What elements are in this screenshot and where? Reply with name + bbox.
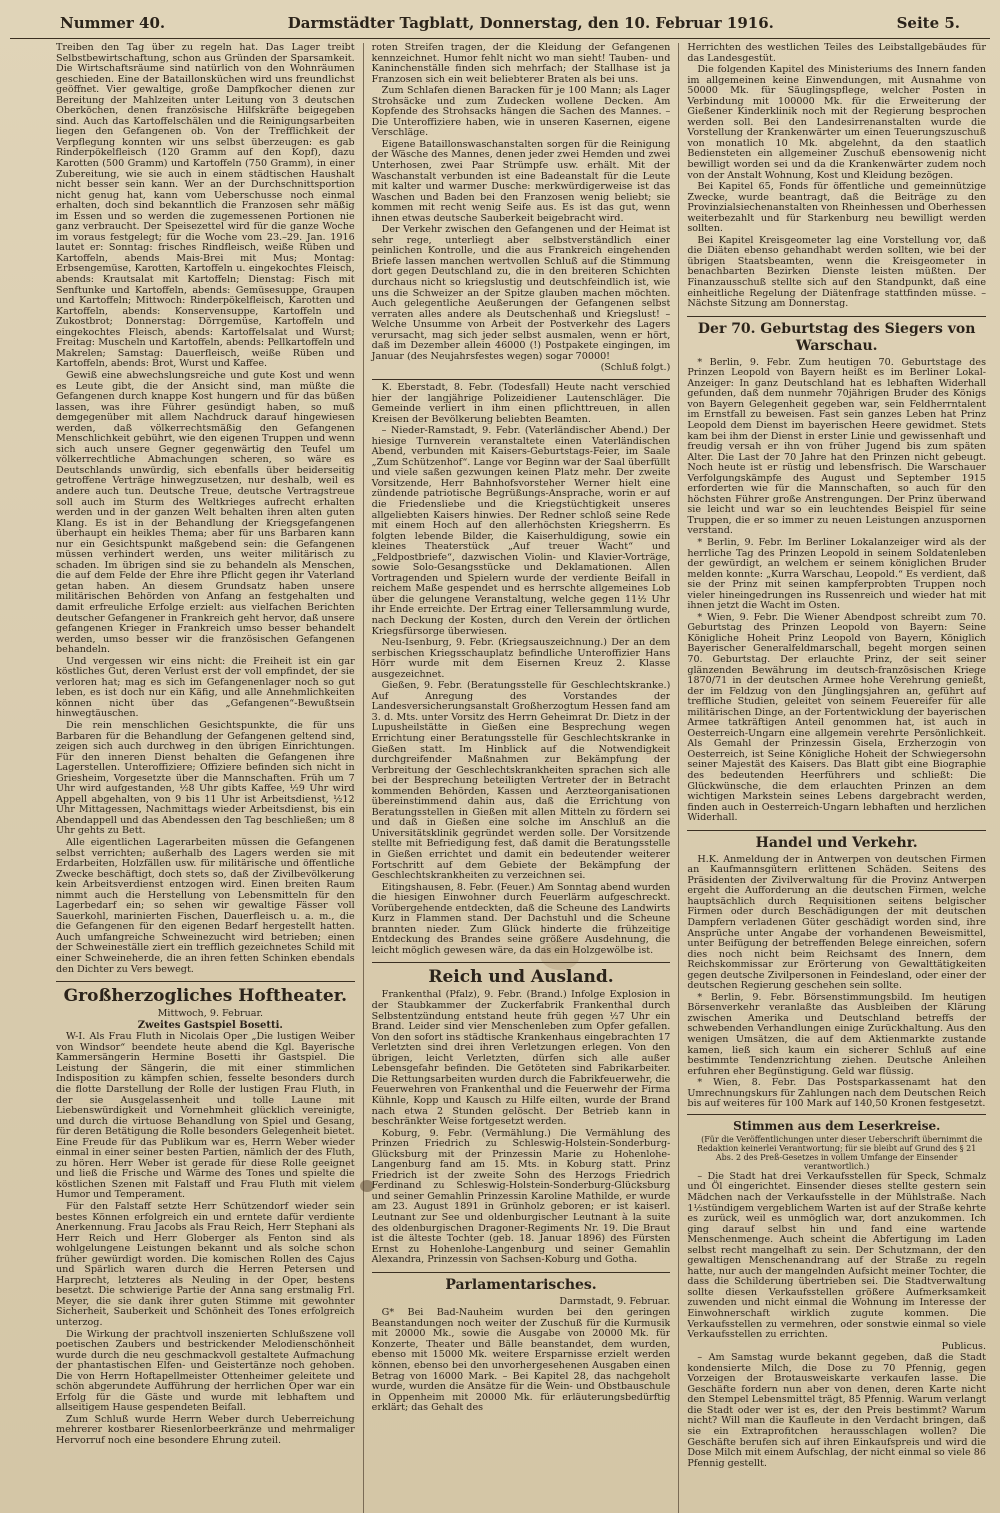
continuation-note: (Schluß folgt.) xyxy=(600,362,671,374)
paragraph: Der Verkehr zwischen den Gefangenen und der Heimat ist sehr rege, unterliegt aber selbstverständlich einer peinlichen Kontrolle, und die aus Frankreich eingehenden Briefe lassen manchen wertvollen Schluß auf die Stimmung dort gegen Deutschland zu, die in den breiteren Schichten durchaus nicht so kriegslustig und deutschfeindlich ist, wie uns die Schweizer an der Spitze glauben machen möchten. Auch gelegentliche Aeußerungen der Gefangenen selbst verraten alles andere als Deutschenhaß und Kriegslust! – Welche Unsumme von Arbeit der Postverkehr des Lagers verursacht, mag sich jeder selbst ausmalen, wenn er hört, daß im Dezember allein 46000 (!) Postpakete eingingen, im Januar (des Neujahrsfestes wegen) sogar 70000! xyxy=(371,224,671,362)
handel-heading: Handel und Verkehr. xyxy=(687,830,986,852)
paragraph: Gewiß eine abwechslungsreiche und gute Kost und wenn es Leute gibt, die der Ansicht sind, man müßte die Gefangenen durch knappe Kost hungern und für das büßen lassen, was ihre Führer gesündigt haben, so muß demgegenüber mit allem Nachdruck darauf hingewiesen werden, daß völkerrechtsmäßig den Gefangenen Menschlichkeit gebührt, wie den eigenen Truppen und wenn sich auch unsere Gegner gegenwärtig den Teufel um völkerrechtliche Abmachungen scheren, so wäre es Deutschlands unwürdig, sich ebenfalls über beiderseitig getroffene Verträge hinwegzusetzen, nur deshalb, weil es andere auch tun. Deutsche Treue, deutsche Vertragstreue soll auch im Sturm des Weltkrieges aufrecht erhalten werden und in der ganzen Welt behalten ihren alten guten Klang. Es ist in der Behandlung der Kriegsgefangenen überhaupt ein heikles Thema; aber für uns Barbaren kann nur ein Gesichtspunkt maßgebend sein: die Gefangenen müssen verhindert werden, uns weiter militärisch zu schaden. Im übrigen sind sie zu behandeln als Menschen, die auf dem Felde der Ehre ihre Pflicht gegen ihr Vaterland getan haben. An diesem Grundsatz haben unsere militärischen Behörden von Anfang an festgehalten und damit erfreuliche Erfolge erzielt: aus vielfachen Berichten deutscher Gefangener in Frankreich geht hervor, daß unsere gefangenen Krieger in Frankreich umso besser behandelt werden, umso besser wir die französischen Gefangenen behandeln. xyxy=(56,369,355,656)
theater-subheading: Zweites Gastspiel Bosetti. xyxy=(137,1019,283,1031)
letter: – Die Stadt hat drei Verkaufsstellen für Speck, Schmalz und Öl eingerichtet. Einsender dieses stellte gestern sein Mädchen nach der Verkaufsstelle in der Mühlstraße. Nach 1½stündigem vergeblichem Warten ist auf der Straße kehrte es zurück, weil es unmöglich war, dort anzukommen. Ich ging darauf selbst hin und fand eine wartende Menschenmenge. Auch scheint die Abfertigung im Laden selbst recht mangelhaft zu sein. Der Schutzmann, der den gewaltigen Menschenandrang auf der Straße zu regeln hatte, nur auch der mangelnden Aufsicht meiner Tochter, die dass die Schilderung übertrieben sei. Die Stadtverwaltung sollte diesen Verkaufsstellen größere Aufmerksamkeit zuwenden und nicht einmal die Wohnung im Interesse der Einwohnerschaft wirklich zugute kommen. Die Verkaufsstellen zu vermehren, oder sonstwie einmal so viele Verkaufsstellen zu errichten. xyxy=(687,1170,987,1341)
news-item: Gießen, 9. Febr. (Beratungsstelle für Geschlechtskranke.) Auf Anregung des Vorstandes der Landesversicherungsanstalt Großherzogtum Hessen fand am 3. d. Mts. unter Vorsitz des Herrn Geheimrat Dr. Dietz in der Lupusheilstätte in Gießen eine Besprechung wegen Errichtung einer Beratungsstelle für Geschlechtskranke in Gießen statt. Im Hinblick auf die Notwendigkeit durchgreifender Maßnahmen zur Bekämpfung der Verbreitung der Geschlechtskrankheiten sprachen sich alle bei der Besprechung beteiligten Vertreter der in Betracht kommenden Behörden, Kassen und Aerzteorganisationen übereinstimmend dahin aus, daß die Errichtung von Beratungsstellen in Gießen mit allen Mitteln zu fördern sei und daß in Gießen eine solche im Anschluß an die Universitätsklinik gegründet werden solle. Der Vorsitzende stellte mit Befriedigung fest, daß damit die Beratungsstelle in Gießen errichtet und damit ein bedeutender weiterer Fortschritt auf dem Gebiete der Bekämpfung der Geschlechtskrankheiten zu verzeichnen sei. xyxy=(371,680,671,882)
news-item: Neu-Isenburg, 9. Febr. (Kriegsauszeichnung.) Der an dem serbischen Kriegsschauplatz befindliche Unteroffizier Hans Hörr wurde mit dem Eisernen Kreuz 2. Klasse ausgezeichnet. xyxy=(371,637,671,680)
paragraph: Und vergessen wir eins nicht: die Freiheit ist ein gar köstliches Gut, deren Verlust erst der voll empfindet, der sie verloren hat; mag es sich im Gefangenenlager noch so gut leben, es ist doch nur ein Käfig, und alle Annehmlichkeiten können nicht über das „Gefangenen“-Bewußtsein hinwegtäuschen. xyxy=(56,655,355,720)
theater-heading: Großherzogliches Hoftheater. xyxy=(56,981,355,1006)
paragraph: Alle eigentlichen Lagerarbeiten müssen die Gefangenen selbst verrichten; außerhalb des Lagers werden sie mit Erdarbeiten, Holzfällen usw. für militärische und öffentliche Zwecke beschäftigt, doch stets so, daß der Zivilbevölkerung kein Arbeitsverdienst entzogen wird. Einen breiten Raum nimmt auch die Herstellung von Lebensmitteln für den Lagerbedarf ein; so sehen wir gewaltige Fässer voll Sauerkohl, marinierten Fischen, Dauerfleisch u. a. m., die die Gefangenen für den eigenen Bedarf hergestellt hatten. Auch umfangreiche Schweinezucht wird betrieben; einen der Schweineställe ziert ein trefflich gezeichnetes Schild mit einer Schweineherde, die an ihren fetten Schinken ebendals den Dichter zu Vers bewegt. xyxy=(56,837,355,975)
theater-date: Mittwoch, 9. Februar. xyxy=(157,1008,264,1020)
news-item: K. Eberstadt, 8. Febr. (Todesfall) Heute nacht verschied hier der langjährige Polizeidiener Lautenschläger. Die Gemeinde verliert in ihm einen pflichttreuen, in allen Kreisen der Bevölkerung beliebten Beamten. xyxy=(371,381,671,425)
reich-heading: Reich und Ausland. xyxy=(372,962,671,987)
paragraph: Die rein menschlichen Gesichtspunkte, die für uns Barbaren für die Behandlung der Gefangenen geltend sind, zeigen sich auch durchweg in den übrigen Einrichtungen. Für den inneren Dienst behalten die Gefangenen ihre Lagerstellen. Unteroffiziere; Offiziere befinden sich nicht in Griesheim, Vorgesetzte über die Mannschaften. Früh um 7 Uhr wird aufgestanden, ½8 Uhr gibts Kaffee, ½9 Uhr wird Appell abgehalten, von 9 bis 11 Uhr ist Arbeitsdienst, ½12 Uhr Mittagessen, Nachmittags wieder Arbeitsdienst, bis ein Abendappell und das Abendessen den Tag beschließen; um 8 Uhr gehts zu Bett. xyxy=(56,720,355,837)
masthead: Darmstädter Tagblatt, Donnerstag, den 10. Februar 1916. xyxy=(287,14,774,32)
news-item: * Berlin, 9. Febr. Im Berliner Lokalanzeiger wird als der herrliche Tag des Prinzen Leopold in seinem Soldatenleben der gewürdigt, an welchem er seinem königlichen Bruder melden konnte: „Kurra Warschau, Leopold.“ Es verdient, daß sie der Prinz mit seinen kampferprobten Truppen noch vieler hineingedrungen ins Russenreich und wieder hat mit ihnen jetzt die Wacht im Osten. xyxy=(687,536,987,612)
column-3 xyxy=(678,43,986,1513)
news-item: * Berlin, 9. Febr. Zum heutigen 70. Geburtstage des Prinzen Leopold von Bayern heißt es im Berliner Lokal-Anzeiger: In ganz Deutschland hat es lebhaften Widerhall gefunden, daß dem nunmehr 70jährigen Bruder des Königs von Bayern Gelegenheit gegeben war, sein Feldherrntalent im Ernstfall zu beweisen. Fast sein ganzes Leben hat Prinz Leopold dem Dienst im bayerischen Heere gewidmet. Stets kam bei ihm der Dienst in erster Linie und gewissenhaft und freudig versah er ihn von früher Jugend bis zum späten Alter. Die Last der 70 Jahre hat den Prinzen nicht gebeugt. Noch heute ist er rüstig und lebensfrisch. Die Warschauer Verfolgungskämpfe des August und September 1915 erforderten wie für die Mannschaften, so auch für den höchsten Führer große Anstrengungen. Der Prinz überwand sie leicht und war so ein leuchtendes Beispiel für seine Truppen, die er so immer zu neuen Leistungen anzuspornen verstand. xyxy=(687,356,987,537)
news-item: * Wien, 9. Febr. Die Wiener Abendpost schreibt zum 70. Geburtstag des Prinzen Leopold von Bayern: Seine Königliche Hoheit Prinz Leopold von Bayern, Königlich Bayerischer Generalfeldmarschall, begeht morgen seinen 70. Geburtstag. Der erlauchte Prinz, der seit seiner glänzenden Bewährung im deutsch-französischen Kriege 1870/71 in der deutschen Armee hohe Verehrung genießt, der im Feldzug von den Jünglingsjahren an, geführt auf treffliche Studien, geleitet von seinem Feuereifer für alle militärischen Dinge, an der Fortentwicklung der bayerischen Armee tatkräftigen Anteil genommen hat, ist auch in Oesterreich-Ungarn eine allgemein verehrte Persönlichkeit. Als Gemahl der Prinzessin Gisela, Erzherzogin von Oesterreich, ist Seine Königliche Hoheit der Schwiegersohn seiner Majestät des Kaisers. Das Blatt gibt eine Biographie des bedeutenden Heerführers und schließt: Die Glückwünsche, die dem erlauchten Prinzen an dem wichtigen Markstein seines Lebens dargebracht werden, finden auch in Oesterreich-Ungarn lebhaften und herzlichen Widerhall. xyxy=(687,611,987,824)
column-container xyxy=(10,39,990,1513)
news-item: * Wien, 8. Febr. Das Postsparkassenamt hat den Umrechnungskurs für Zahlungen nach dem Deutschen Reich bis auf weiteres für 100 Mark auf 140,50 Kronen festgesetzt. xyxy=(687,1077,987,1110)
issue-number: Nummer 40. xyxy=(60,14,166,32)
column-1 xyxy=(56,43,355,1513)
paragraph: Treiben den Tag über zu regeln hat. Das Lager treibt Selbstbewirtschaftung, schon aus Gründen der Sparsamkeit. Die Wirtschaftsräume sind natürlich von den Wohnräumen geschieden. Eine der Bataillonsküchen wird uns freundlichst geöffnet. Vier gewaltige, große Dampfkocher dienen zur Bereitung der Mahlzeiten unter Leitung von 3 deutschen Oberköchen, denen französische Hilfskräfte beigegeben sind. Auch das Kartoffelschälen und die Reinigungsarbeiten liegen den Gefangenen ob. Von der Trefflichkeit der Verpflegung konnten wir uns selbst überzeugen: es gab Rinderpökelfleisch (120 Gramm auf den Kopf), dazu Karotten (500 Gramm) und Kartoffeln (750 Gramm), in einer Zubereitung, wie sie auch in einem städtischen Haushalt nicht besser sein kann. Wer an der Durchschnittsportion nicht genug hat, kann vom Ueberschusse noch einmal erhalten, doch sind bekanntlich die Franzosen sehr mäßig im Essen und so werden die zugemessenen Portionen nie ganz verbraucht. Der Speisezettel wird für die ganze Woche im voraus festgelegt; für die Woche vom 23.–29. Jan. 1916 lautet er: Sonntag: frisches Rindfleisch, weiße Rüben und Kartoffeln, abends Mais-Brei mit Mus; Montag: Erbsengemüse, Karotten, Kartoffeln u. eingekochtes Fleisch, abends: Krautsalat mit Kartoffeln; Dienstag: Fisch mit Senftunke und Kartoffeln, abends: Gemüsesuppe, Graupen und Kartoffeln; Mittwoch: Rinderpökelfleisch, Karotten und Kartoffeln, abends: Konservensuppe, Kartoffeln und Zukostbrot; Donnerstag: Dörrgemüse, Kartoffeln und eingekochtes Fleisch, abends: Kartoffelsalat und Wurst; Freitag: Muscheln und Kartoffeln, abends: Pellkartoffeln und Makrelen; Samstag: Dauerfleisch, weiße Rüben und Kartoffeln, abends: Brot, Wurst und Kaffee. xyxy=(56,43,355,370)
paragraph: W-I. Als Frau Fluth in Nicolais Oper „Die lustigen Weiber von Windsor“ beendete heute abend die Kgl. Bayerische Kammersängerin Hermine Bosetti ihr Gastspiel. Die Leistung der Sängerin, die mit einer stimmlichen Indisposition zu kämpfen schien, fesselte besonders durch die flotte Darstellung der Rolle der lustigen Frau Fluth, in der sie Ausgelassenheit und tolle Laune mit Liebenswürdigkeit und Vornehmheit glücklich vereinigte, und durch die virtuose Behandlung von Spiel und Gesang, für deren Betätigung die Rolle besonders Gelegenheit bietet. Eine Freude für das Publikum war es, Herrn Weber wieder einmal in einer seiner besten Partien, nämlich der des Fluth, zu hören. Herr Weber ist gerade für diese Rolle geeignet und ließ die Frische und Wärme des Tones und spielte die köstlichen Szenen mit Falstaff und Frau Fluth mit vielem Humor und Temperament. xyxy=(56,1031,355,1201)
paragraph: Eigene Bataillonswaschanstalten sorgen für die Reinigung der Wäsche des Mannes, denen jeder zwei Hemden und zwei Unterhosen, zwei Paar Strümpfe usw. erhält. Mit der Waschanstalt verbunden ist eine Badeanstalt für die Leute mit kalter und warmer Dusche: merkwürdigerweise ist das Waschen und Baden bei den Franzosen wenig beliebt; sie kommen mit recht wenig Seife aus. Es ist das gut, wenn ihnen etwas deutsche Sauberkeit beigebracht wird. xyxy=(371,138,671,224)
disclaimer-note: (Für die Veröffentlichungen unter dieser Ueberschrift übernimmt die Redaktion keinerlei Verantwortung; für sie bleibt auf Grund des § 21 Abs. 2 des Preß-Gesetzes in vollem Umfange der Einsender verantwortlich.) xyxy=(697,1134,983,1171)
paragraph: Zum Schluß wurde Herrn Weber durch Ueberreichung mehrerer kostbarer Riesenlorbeerkränze und mehrmaliger Hervorruf noch eine besondere Ehrung zuteil. xyxy=(56,1413,355,1446)
news-item: H.K. Anmeldung der in Antwerpen von deutschen Firmen an Kaufmannsgütern erlittenen Schäden. Seitens des Präsidenten der Zivilverwaltung für die Provinz Antwerpen ergeht die Aufforderung an die deutschen Firmen, welche hauptsächlich durch Requisitionen seitens belgischer Firmen oder durch Beschädigungen der mit deutschen Dampfern verladenen Güter geschädigt worden sind, ihre Ansprüche unter Angabe der vorhandenen Beweismittel, unter Beifügung der betreffenden Belege einreichen, sofern dies noch nicht beim Reichsamt des Innern, dem Reichskommissar zur Erörterung von Gewalttätigkeiten gegen deutsche Zivilpersonen in Feindesland, oder einer der deutschen Regierung geschehen sein sollte. xyxy=(687,853,987,992)
paragraph: Die Wirkung der prachtvoll inszenierten Schlußszene voll poetischen Zaubers und bestrickender Melodienschönheit wurde durch die neu geschmackvoll gestaltete Aufmachung der phantastischen Elfen- und Geistertänze noch gehoben. Die von Herrn Hoftapellmeister Ottenheimer geleitete und schön abgerundete Aufführung der herrlichen Oper war ein Erfolg für die Gäste und wurde mit lebhaftem und allseitigem Hause gespendeten Beifall. xyxy=(56,1328,355,1414)
paragraph: Bei Kapitel Kreisgeometer lag eine Vorstellung vor, daß die Diäten ebenso gehandhabt werden sollten, wie bei der übrigen Staatsbeamten, wenn die Kreisgeometer in benachbarten Bezirken Dienste leisten müßten. Der Finanzausschuß stellte sich auf den Standpunkt, daß eine einheitliche Regelung der Diätenfrage stattfinden müsse. – Nächste Sitzung am Donnerstag. xyxy=(687,234,987,310)
paragraph: Die folgenden Kapitel des Ministeriums des Innern fanden im allgemeinen keine Einwendungen, mit Ausnahme von 50000 Mk. für Säuglingspflege, welcher Posten in Verbindung mit 100000 Mk. für die Erweiterung der Gießener Kinderklinik noch mit der Regierung besprochen werden soll. Bei den Landesirrenanstalten wurde die Vorstellung der Krankenwärter um einen Teuerungszuschuß von monatlich 10 Mk. abgelehnt, da den staatlich Bediensteten ein allgemeiner Zuschuß ebensowenig nicht bewilligt worden sei und da die Krankenwärter zudem noch von der Anstalt Wohnung, Kost und Kleidung bezögen. xyxy=(687,64,987,181)
news-item: Frankenthal (Pfalz), 9. Febr. (Brand.) Infolge Explosion in der Staubkammer der Zuckerfabrik Frankenthal durch Selbstentzündung entstand heute früh gegen ½7 Uhr ein Brand. Leider sind vier Menschenleben zum Opfer gefallen. Von den sofort ins städtische Krankenhaus eingebrachten 17 Verletzten sind drei ihren Verletzungen erlegen. Von den übrigen, leicht Verletzten, dürfen sich alle außer Lebensgefahr befinden. Die Getöteten sind Fabrikarbeiter. Die Rettungsarbeiten wurden durch die Fabrikfeuerwehr, die Feuerwehren von Frankenthal und die Feuerwehr der Firma Kühnle, Kopp und Kausch zu Hilfe eilten, wurde der Brand nach etwa 2 Stunden gelöscht. Der Betrieb kann in beschränkter Weise fortgesetzt werden. xyxy=(371,989,671,1128)
paragraph: Bei Kapitel 65, Fonds für öffentliche und gemeinnützige Zwecke, wurde beantragt, daß die Beiträge zu den Provinzialsiechenanstalten von Rheinhessen und Oberhessen weiterbezahlt und für Starkenburg neu bewilligt werden sollten. xyxy=(687,181,987,235)
column-2 xyxy=(363,43,671,1513)
letter: – Am Samstag wurde bekannt gegeben, daß die Stadt kondensierte Milch, die Dose zu 70 Pfennig, gegen Vorzeigen der Brotausweiskarte verkaufen lasse. Die Geschäfte fordern nun aber von denen, deren Karte nicht den Stempel Lebensmittel trägt, 85 Pfennig. Warum verlangt die Stadt oder wer ist es, der den Preis bestimmt? Warum nicht? Will man die Kaufleute in den Verdacht bringen, daß sie ein Extraprofitchen herausschlagen wollen? Die Geschäfte berufen sich auf ihren Einkaufspreis und wird die Dose Milch mit einem Aufschlag, der nicht einmal so viele 86 Pfennig gestellt. xyxy=(687,1352,987,1469)
divider xyxy=(372,379,671,380)
page-header xyxy=(10,14,990,39)
parlament-dateline: Darmstadt, 9. Februar. xyxy=(559,1295,671,1307)
news-item: * Berlin, 9. Febr. Börsenstimmungsbild. Im heutigen Börsenverkehr veranlaßte das Ausbleiben der Klärung zwischen Amerika und Deutschland betreffs der schwebenden Verhandlungen einige Zurückhaltung. Aus den wenigen Umsätzen, die auf dem Aktienmarkte zustande kamen, ließ sich kaum ein sicherer Schluß auf eine bestimmte Tendenzrichtung ziehen. Deutsche Anleihen erfuhren eher Begünstigung. Geld war flüssig. xyxy=(687,991,987,1077)
news-item: Koburg, 9. Febr. (Vermählung.) Die Vermählung des Prinzen Friedrich zu Schleswig-Holstein-Sonderburg-Glücksburg mit der Prinzessin Marie zu Hohenlohe-Langenburg fand am 15. Mts. in Koburg statt. Prinz Friedrich ist der zweite Sohn des Herzogs Friedrich Ferdinand zu Schleswig-Holstein-Sonderburg-Glücksburg und seiner Gemahlin Prinzessin Karoline Mathilde, er wurde am 23. August 1891 in Grünholz geboren; er ist kaiserl. Leutnant zur See und oldenburgischer Leutnant à la suite des oldenburgischen Dragoner-Regiments Nr. 19. Die Braut ist die älteste Tochter (geb. 18. Januar 1896) des Fürsten Ernst zu Hohenlohe-Langenburg und seiner Gemahlin Alexandra, Prinzessin von Sachsen-Koburg und Gotha. xyxy=(371,1127,671,1266)
news-item: – Nieder-Ramstadt, 9. Febr. (Vaterländischer Abend.) Der hiesige Turnverein veranstaltete einen Vaterländischen Abend, verbunden mit Kaisers-Geburtstags-Feier, im Saale „Zum Schützenhof“. Lange vor Beginn war der Saal überfüllt und viele saßen gezwungen keinen Platz mehr. Der zweite Vorsitzende, Herr Bahnhofsvorsteher Werner hielt eine zündende patriotische Begrüßungs-Ansprache, worin er auf die Friedensliebe und die Kriegstüchtigkeit unseres allgeliebten Kaisers hinwies. Der Redner schloß seine Rede mit einem Hoch auf den allerhöchsten Kriegsherrn. Es folgten lebende Bilder, die Kaiserhuldigung, sowie ein kleines Theaterstück „Auf treuer Wacht“ und „Feldpostbriefe“, dazwischen Violin- und Klavier-Vorträge, sowie Solo-Gesangsstücke und Deklamationen. Allen Vortragenden und Spielern wurde der verdiente Beifall in reichem Maße gespendet und es herrschte allgemeines Lob über die gelungene Veranstaltung, welche gegen 11½ Uhr ihr Ende erreichte. Der Ertrag einer Tellersammlung wurde, nach Deckung der Kosten, durch den Verein der örtlichen Kriegsfürsorge überwiesen. xyxy=(371,425,671,637)
letter-signature: Publicus. xyxy=(941,1340,987,1352)
paragraph: Für den Falstaff setzte Herr Schützendorf wieder sein bestes Können erfolgreich ein und erntete dafür verdiente Anerkennung. Frau Jacobs als Frau Reich, Herr Stephani als Herr Reich und Herr Globerger als Fenton sind als wohlgelungene Leistungen bekannt und als solche schon früher gewürdigt worden. Die komischen Rollen des Cajus und Spärlich waren durch die Herren Petersen und Harprecht, letzteres als Neuling in der Oper, bestens besetzt. Die schwierige Partie der Anna sang erstmalig Frl. Meyer, die sie dank ihrer guten Stimme mit gewohnter Sicherheit, Sauberkeit und Schönheit des Tones erfolgreich unterzog. xyxy=(56,1200,355,1328)
paragraph: roten Streifen tragen, der die Kleidung der Gefangenen kennzeichnet. Humor fehlt nicht wo man sieht! Tauben- und Kaninchenställe finden sich mehrfach; der Stallhase ist ja Franzosen sich ein weit beliebterer Braten als bei uns. xyxy=(371,43,671,85)
news-item: Eitingshausen, 8. Febr. (Feuer.) Am Sonntag abend wurden die hiesigen Einwohner durch Feuerlärm aufgeschreckt. Vorübergehende entdeckten, daß die Scheune des Landwirts Kurz in Flammen stand. Der Dachstuhl und die Scheune brannten nieder. Zum Glück hinderte die frühzeitige Entdeckung des Brandes seine größere Ausdehnung, die leicht möglich gewesen wäre, da das ein Holzgewölbe ist. xyxy=(371,881,671,956)
paragraph: Zum Schlafen dienen Baracken für je 100 Mann; als Lager Strohsäcke und zum Zudecken wollene Decken. Am Kopfende des Strohsacks hängen die Sachen des Mannes. – Die Unteroffiziere haben, wie in unseren Kasernen, eigene Verschläge. xyxy=(371,85,671,139)
parlament-heading: Parlamentarisches. xyxy=(372,1272,671,1294)
leserkreis-heading: Stimmen aus dem Leserkreise. xyxy=(687,1114,986,1133)
paragraph: Herrichten des westlichen Teiles des Leibstallgebäudes für das Landesgestüt. xyxy=(687,43,987,64)
page-number: Seite 5. xyxy=(896,14,960,32)
warschau-heading: Der 70. Geburtstag des Siegers von Warschau. xyxy=(687,316,986,355)
paragraph: G* Bei Bad-Nauheim wurden bei den geringen Beanstandungen noch weiter der Zuschuß für die Kurmusik mit 20000 Mk., sowie die Ausgabe von 20000 Mk. für Konzerte, Theater und Bälle beanstandet, dem wurden, ebenso mit 15000 Mk. weitere Ersparnisse erzielt werden können, ebenso bei den unvorhergesehenen Ausgaben einen Betrag von 16000 Mark. – Bei Kapitel 28, das nachgeholt wurde, wurden die Ansätze für die Wein- und Obstbauschule in Oppenheim mit 20000 Mk. für erläuterungsbedürftig erklärt; das Gehalt des xyxy=(371,1307,671,1414)
